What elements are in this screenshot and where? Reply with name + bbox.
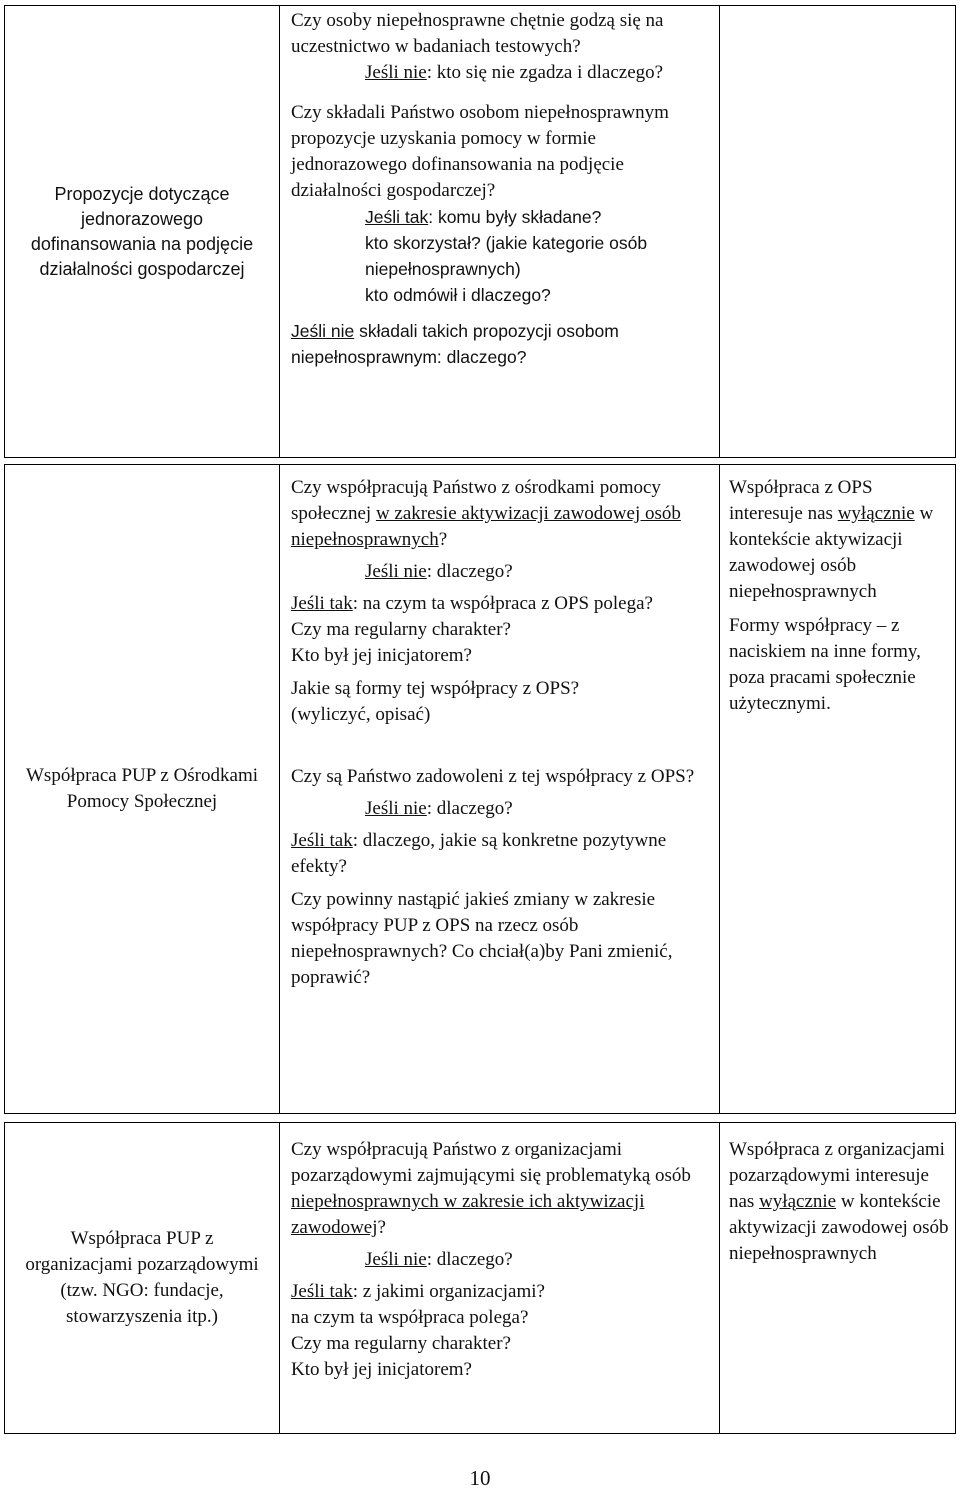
- note-text: Współpraca z OPS interesuje nas wyłącznie w kontekście aktywizacji zawodowej osób niepełnosprawnych: [729, 477, 934, 602]
- question-text: Jeśli nie składali takich propozycji osobom niepełnosprawnym: dlaczego?: [291, 321, 619, 367]
- questions-cell: [291, 475, 711, 991]
- question-text: Jeśli tak: na czym ta współpraca z OPS polega?: [291, 593, 653, 614]
- question-text: Czy osoby niepełnosprawne chętnie godzą się na uczestnictwo w badaniach testowych?: [291, 10, 664, 57]
- topic-cell: [5, 465, 279, 1113]
- table-row-dofinansowanie: [4, 5, 956, 458]
- question-text: Czy współpracują Państwo z organizacjami pozarządowymi zajmującymi się problematyką osób niepełnosprawnych w zakresie ich aktywizacji zawodowej?: [291, 1139, 691, 1238]
- question-text: (wyliczyć, opisać): [291, 704, 431, 725]
- question-text: Czy ma regularny charakter?: [291, 1333, 511, 1354]
- question-text: Jeśli nie: kto się nie zgadza i dlaczego?: [365, 62, 664, 83]
- page-number: 10: [469, 1466, 491, 1490]
- note-text: Formy współpracy – z naciskiem na inne formy, poza pracami społecznie użytecznymi.: [729, 615, 921, 714]
- topic-cell: [5, 1123, 279, 1433]
- question-text: kto skorzystał? (jakie kategorie osób niepełnosprawnych): [365, 233, 648, 279]
- topic-label: Współpraca PUP z organizacjami pozarządowymi (tzw. NGO: fundacje, stowarzyszenia itp.): [25, 1228, 259, 1327]
- notes-cell: [729, 475, 951, 717]
- question-text: Kto był jej inicjatorem?: [291, 645, 472, 666]
- question-text: Czy są Państwo zadowoleni z tej współpracy z OPS?: [291, 766, 695, 787]
- topic-cell: [5, 6, 279, 457]
- question-text: kto odmówił i dlaczego?: [365, 285, 551, 305]
- topic-label: Współpraca PUP z Ośrodkami Pomocy Społecznej: [26, 765, 258, 812]
- table-row-ops: [4, 464, 956, 1114]
- question-text: Czy współpracują Państwo z ośrodkami pomocy społecznej w zakresie aktywizacji zawodowej osób niepełnosprawnych?: [291, 477, 681, 550]
- question-text: Jeśli tak: komu były składane?: [365, 207, 602, 227]
- question-text: Jakie są formy tej współpracy z OPS?: [291, 678, 580, 699]
- question-text: na czym ta współpraca polega?: [291, 1307, 529, 1328]
- question-text: Jeśli nie: dlaczego?: [365, 1249, 513, 1270]
- question-text: Czy powinny nastąpić jakieś zmiany w zakresie współpracy PUP z OPS na rzecz osób niepełnosprawnych? Co chciał(a)by Pani zmienić, poprawić?: [291, 889, 673, 988]
- notes-cell: [729, 1137, 951, 1267]
- topic-label: Propozycje dotyczące jednorazowego dofinansowania na podjęcie działalności gospodarczej: [30, 183, 254, 279]
- table-row-ngo: [4, 1122, 956, 1434]
- question-text: Jeśli tak: dlaczego, jakie są konkretne pozytywne efekty?: [291, 830, 667, 877]
- questions-cell: [291, 8, 711, 370]
- question-text: Czy ma regularny charakter?: [291, 619, 511, 640]
- question-text: Kto był jej inicjatorem?: [291, 1359, 472, 1380]
- question-text: Jeśli tak: z jakimi organizacjami?: [291, 1281, 545, 1302]
- question-text: Jeśli nie: dlaczego?: [365, 798, 513, 819]
- note-text: Współpraca z organizacjami pozarządowymi interesuje nas wyłącznie w kontekście aktywizacji zawodowej osób niepełnosprawnych: [729, 1139, 949, 1264]
- question-text: Czy składali Państwo osobom niepełnosprawnym propozycje uzyskania pomocy w formie jednorazowego dofinansowania na podjęcie działalności gospodarczej?: [291, 102, 669, 201]
- questions-cell: [291, 1137, 711, 1383]
- question-text: Jeśli nie: dlaczego?: [365, 561, 513, 582]
